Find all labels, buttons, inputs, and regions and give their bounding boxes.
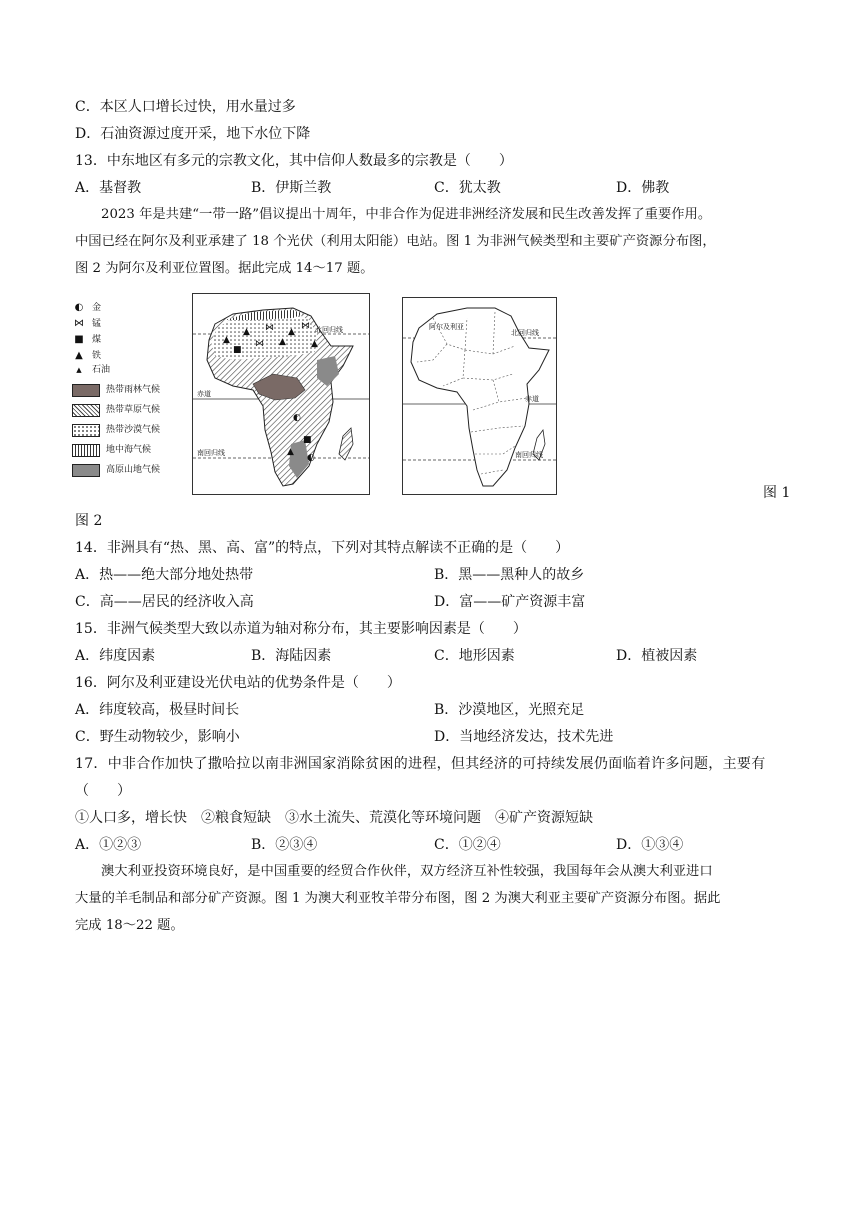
legend-coal: 煤 [92,335,102,345]
svg-text:⋈: ⋈ [301,321,310,331]
legend-savanna: 热带草原气候 [106,405,161,415]
svg-text:▲: ▲ [288,327,295,337]
highland-swatch [72,464,100,477]
q16-option-b: B．沙漠地区，光照充足 [434,702,585,718]
passage1-line1: 2023 年是共建“一带一路”倡议提出十周年，中非合作为促进非洲经济发展和民生改善发挥了重要作用。 [101,207,712,222]
oil-icon: ▲ [76,366,82,374]
q15-option-c: C．地形因素 [434,648,515,664]
q13-option-a: A．基督教 [75,180,142,196]
passage1-line3: 图 2 为阿尔及利亚位置图。据此完成 14～17 题。 [75,261,374,276]
passage2-line2: 大量的羊毛制品和部分矿产资源。图 1 为澳大利亚牧羊带分布图，图 2 为澳大利亚主要矿产资源分布图。据此 [75,891,721,906]
q17-stem: 17．中非合作加快了撒哈拉以南非洲国家消除贫困的进程，但其经济的可持续发展仍面临着许多问题，主要有 [75,756,766,772]
q14-option-d: D．富——矿产资源丰富 [434,594,586,610]
q12-option-c: C．本区人口增长过快，用水量过多 [75,99,296,115]
map1-cancer-label: 北回归线 [315,326,343,334]
q14-option-c: C．高——居民的经济收入高 [75,594,254,610]
legend-highland: 高原山地气候 [106,465,161,475]
svg-text:■: ■ [233,345,242,355]
algeria-location-map-svg [403,298,556,494]
map2-equator-label: 赤道 [525,395,539,403]
q13-option-c: C．犹太教 [434,180,501,196]
q15-option-d: D．植被因素 [616,648,698,664]
q13-option-b: B．伊斯兰教 [251,180,332,196]
svg-text:▲: ▲ [311,339,318,349]
figure-caption-2: 图 2 [75,513,103,529]
africa-climate-map-svg [193,294,369,494]
svg-text:⋈: ⋈ [255,339,264,349]
passage1-line2: 中国已经在阿尔及利亚承建了 18 个光伏（利用太阳能）电站。图 1 为非洲气候类型和主要矿产资源分布图， [75,234,716,249]
svg-text:⋈: ⋈ [265,323,274,333]
gold-icon: ◐ [74,302,84,313]
figure-caption-1: 图 1 [763,485,791,501]
q16-option-a: A．纬度较高，极昼时间长 [75,702,240,718]
rainforest-swatch [72,384,100,397]
legend-mediterranean: 地中海气候 [106,445,152,455]
q16-option-c: C．野生动物较少，影响小 [75,729,240,745]
svg-text:▲: ▲ [243,327,250,337]
svg-text:▲: ▲ [223,335,230,345]
legend-manganese: 锰 [92,319,102,329]
manganese-icon: ⋈ [74,318,84,329]
svg-text:▲: ▲ [279,337,286,347]
q15-option-b: B．海陆因素 [251,648,332,664]
passage2-line1: 澳大利亚投资环境良好，是中国重要的经贸合作伙伴，双方经济互补性较强，我国每年会从澳大利亚进口 [101,864,713,879]
svg-text:◐: ◐ [307,453,315,463]
mediterranean-swatch [72,444,100,457]
svg-text:◐: ◐ [293,413,301,423]
q15-stem: 15．非洲气候类型大致以赤道为轴对称分布，其主要影响因素是（ ） [75,621,527,637]
map2-algeria-label: 阿尔及利亚 [429,323,464,331]
q17-option-a: A．①②③ [75,837,142,853]
legend-iron: 铁 [92,351,102,361]
legend-oil: 石油 [92,365,111,375]
desert-swatch [72,424,100,437]
figure1-legend [72,300,184,490]
q17-option-d: D．①③④ [616,837,684,853]
q14-option-b: B．黑——黑种人的故乡 [434,567,585,583]
q17-items: ①人口多，增长快 ②粮食短缺 ③水土流失、荒漠化等环境问题 ④矿产资源短缺 [75,810,593,826]
q17-option-b: B．②③④ [251,837,318,853]
map2-capricorn-label: 南回归线 [515,451,543,459]
savanna-swatch [72,404,100,417]
svg-text:■: ■ [303,435,312,445]
q14-option-a: A．热——绝大部分地处热带 [75,567,254,583]
q17-option-c: C．①②④ [434,837,501,853]
map2-cancer-label: 北回归线 [511,329,539,337]
q14-stem: 14．非洲具有“热、黑、高、富”的特点，下列对其特点解读不正确的是（ ） [75,540,570,556]
algeria-location-map [402,297,557,495]
q16-stem: 16．阿尔及利亚建设光伏电站的优势条件是（ ） [75,675,401,691]
iron-icon: ▲ [75,350,83,361]
q12-option-d: D．石油资源过度开采，地下水位下降 [75,126,311,142]
passage2-line3: 完成 18～22 题。 [75,918,184,933]
q15-option-a: A．纬度因素 [75,648,156,664]
q13-stem: 13．中东地区有多元的宗教文化，其中信仰人数最多的宗教是（ ） [75,153,513,169]
coal-icon: ■ [74,334,84,345]
legend-desert: 热带沙漠气候 [106,425,161,435]
q13-option-d: D．佛教 [616,180,670,196]
legend-gold: 金 [92,303,102,313]
q17-stem-cont: （ ） [75,783,131,799]
q16-option-d: D．当地经济发达，技术先进 [434,729,614,745]
map1-capricorn-label: 南回归线 [197,449,225,457]
svg-text:▲: ▲ [287,447,294,457]
map1-equator-label: 赤道 [197,390,211,398]
legend-rainforest: 热带雨林气候 [106,385,161,395]
africa-climate-map [192,293,370,495]
